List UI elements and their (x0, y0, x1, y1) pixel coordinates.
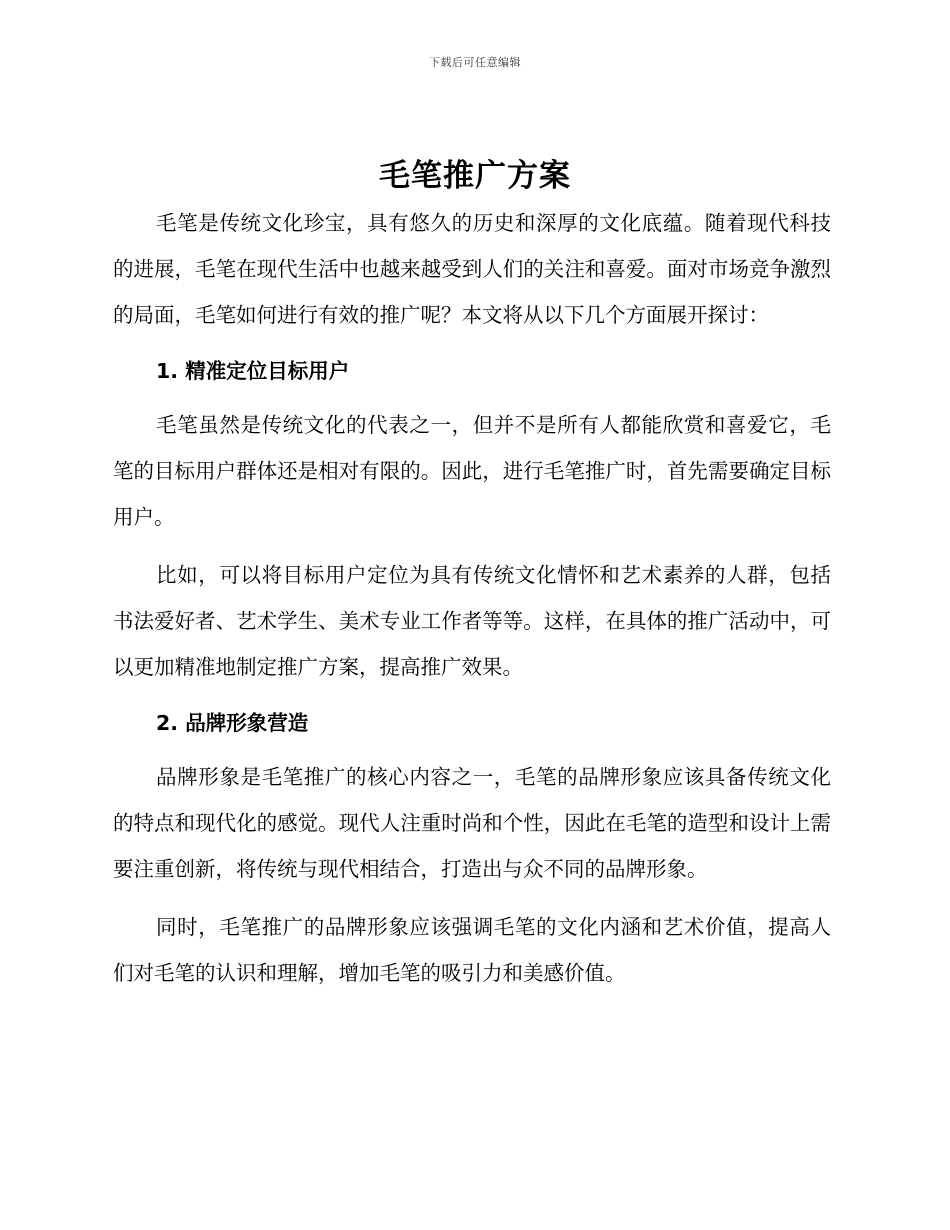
section-2-paragraph-2: 同时，毛笔推广的品牌形象应该强调毛笔的文化内涵和艺术价值，提高人们对毛笔的认识和理解，增加毛笔的吸引力和美感价值。 (113, 915, 831, 985)
section-heading-2: 2. 品牌形象营造 (156, 711, 309, 735)
intro-paragraph: 毛笔是传统文化珍宝，具有悠久的历史和深厚的文化底蕴。随着现代科技的进展，毛笔在现代生活中也越来越受到人们的关注和喜爱。面对市场竞争激烈的局面，毛笔如何进行有效的推广呢？本文将从以下几个方面展开探讨： (113, 211, 831, 327)
section-2-paragraph-1: 品牌形象是毛笔推广的核心内容之一，毛笔的品牌形象应该具备传统文化的特点和现代化的感觉。现代人注重时尚和个性，因此在毛笔的造型和设计上需要注重创新，将传统与现代相结合，打造出与众不同的品牌形象。 (113, 765, 831, 881)
section-1-paragraph-1: 毛笔虽然是传统文化的代表之一，但并不是所有人都能欣赏和喜爱它，毛笔的目标用户群体还是相对有限的。因此，进行毛笔推广时，首先需要确定目标用户。 (113, 413, 831, 529)
page-title: 毛笔推广方案 (379, 158, 571, 194)
section-1-paragraph-2: 比如，可以将目标用户定位为具有传统文化情怀和艺术素养的人群，包括书法爱好者、艺术学生、美术专业工作者等等。这样，在具体的推广活动中，可以更加精准地制定推广方案，提高推广效果。 (113, 563, 831, 679)
document-body (113, 200, 831, 996)
header-note: 下载后可任意编辑 (429, 56, 521, 69)
section-heading-1: 1. 精准定位目标用户 (156, 359, 350, 383)
